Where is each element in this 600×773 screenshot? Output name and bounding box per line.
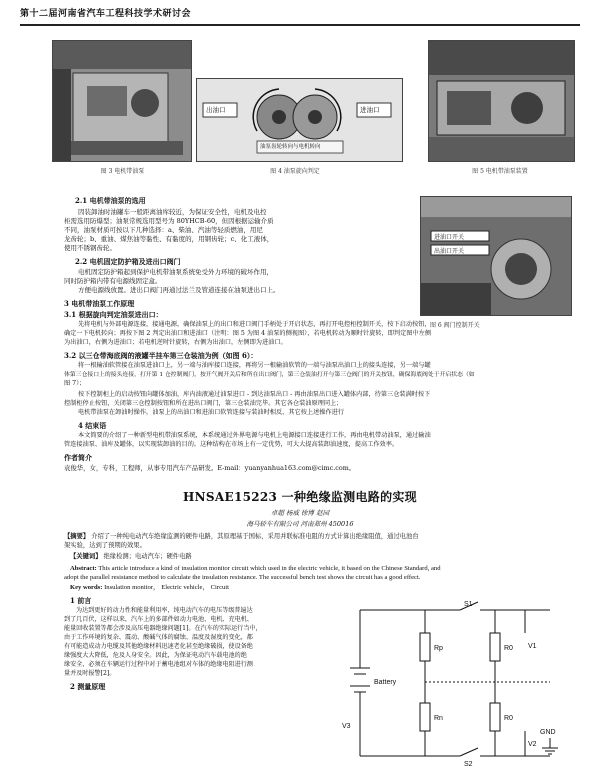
section-2-2-heading: 2.2 电机固定防护箱及进出口阀门 bbox=[75, 257, 181, 266]
section-4-heading: 4 结束语 bbox=[78, 421, 107, 430]
fig4-label-out: 出油口 bbox=[206, 106, 226, 114]
fig6-label-in: 进油口开关 bbox=[434, 234, 465, 241]
circuit-label-v1: V1 bbox=[528, 643, 537, 650]
keywords-cn-label: 【关键词】 bbox=[70, 553, 102, 560]
section-3-1-line: 确定一下电机转向；再按下图 2 判定出油口和进油口（注明：图 5 为图 4 油泵的侧视图），若电机转动为顺时针旋转，即判定图中左侧 bbox=[64, 330, 432, 337]
intro-heading: 1 前言 bbox=[70, 596, 92, 605]
fig4-label-in: 进油口 bbox=[360, 106, 380, 114]
intro-line: 到了几百伏，这样以来，汽车上的多部件如动力电池、电机、充电机、 bbox=[64, 616, 253, 623]
intro-line: 缘强度大大降低，危及人身安全。因此，为保证电动汽车载电池的绝 bbox=[64, 652, 247, 659]
section-3-2-heading: 3.2 以三仓带海底阀的液罐半挂车第三仓装油为例（如图 6）： bbox=[64, 351, 258, 360]
circuit-label-rn: Rn bbox=[434, 715, 443, 722]
header-rule bbox=[20, 24, 580, 26]
abstract-cn-line: 架实验，达到了预期的效果。 bbox=[64, 542, 146, 549]
section-2-1-line: 柜需选用防爆型；油泵常规选用型号为 80YHCB-60，但因根据运输介质 bbox=[64, 217, 274, 225]
section-3-2-line: 控制柜停止按钮，关闭第三仓控制按钮和所在进出口阀门，第三仓装油完毕。其它各仓装油原理同上； bbox=[64, 400, 343, 407]
figure-4-diagram bbox=[196, 78, 403, 162]
running-head: 第十二届河南省汽车工程科技学术研讨会 bbox=[20, 9, 192, 19]
abstract-cn bbox=[64, 533, 419, 542]
section-3-1-heading: 3.1 根据旋向判定油泵进出口： bbox=[64, 310, 163, 319]
paper-authors: 卓超 杨威 徐博 赵园 bbox=[270, 509, 330, 517]
circuit-label-r0-bottom: R0 bbox=[504, 715, 513, 722]
circuit-label-s2: S2 bbox=[464, 761, 473, 768]
motor-pump-illustration bbox=[53, 41, 191, 161]
intro-line: 量并及时报警[2]。 bbox=[64, 670, 116, 677]
abstract-en-label: Abstract: bbox=[70, 565, 97, 572]
section-2-2-line: 同时防护箱内带有电源线固定盒。 bbox=[64, 277, 162, 285]
intro-line: 有可能造成动力电缆及其他绝缘材料迅速老化甚至绝缘破损，使设备绝 bbox=[64, 643, 253, 650]
section-2-1-line: 龙齿轮；b、重油、煤焦油等黏性、有黏度的，用钢齿轮；c、化工液体， bbox=[64, 235, 274, 243]
section-3-heading: 3 电机带油泵工作原理 bbox=[64, 299, 135, 308]
author-bio-text: 袁俊华，女，专科，工程师，从事专用汽车产品研发。E-mail：yuanyanhua163.com@cimc.com。 bbox=[64, 464, 356, 472]
section-2-1-line: 不同，油泵材质可按以下几种选择：a、柴油、汽油等轻质燃油，用尼 bbox=[64, 226, 263, 234]
keywords-en-label: Key words: bbox=[70, 584, 103, 591]
fig4-label-note: 油泵齿轮转向与电机转向 bbox=[260, 144, 321, 150]
section-2-2-line: 方便电源线放置。进出口阀门再通过法兰及管道连接在油泵进出口上。 bbox=[78, 286, 280, 294]
abstract-en-line: adopt the parallel resistance method to calculate the insulation resistance. The successful bench test shows the circuit has a good effect. bbox=[64, 574, 421, 581]
keywords-en bbox=[70, 584, 229, 593]
keywords-cn-text: 绝缘检测；电动汽车；硬件电路 bbox=[103, 553, 192, 560]
intro-line: 为达到更好的动力性和能量利用率，纯电动汽车的电压等级普遍达 bbox=[76, 607, 253, 614]
circuit-label-r0-top: R0 bbox=[504, 645, 513, 652]
pump-device-illustration bbox=[429, 41, 574, 161]
paper-affiliation: 海马轿车有限公司 河南郑州 450016 bbox=[246, 520, 354, 528]
abstract-en-line: This article introduce a kind of insulation monitor circuit which used in the electric vehicle, it based on the Chinese Standard, and bbox=[98, 565, 441, 572]
figure-5-photo bbox=[428, 40, 575, 162]
section-3-2-line: 将一根输油软管接在油泵进油口上，另一端与油库接口连接，再将另一根输油软管的一端与油泵出油口上的接头连接，另一端与罐 bbox=[78, 362, 431, 369]
section-2-1-line: 因装卸油时油罐车一般距离油库较近，为保证安全性，电机及电控 bbox=[78, 208, 267, 216]
principle-heading: 2 测量原理 bbox=[70, 682, 106, 691]
figure-4-caption: 图 4 油泵旋向判定 bbox=[270, 168, 320, 175]
circuit-label-rp: Rp bbox=[434, 645, 443, 652]
author-bio-heading: 作者简介 bbox=[64, 453, 92, 462]
abstract-en bbox=[70, 565, 441, 574]
section-2-2-line: 电机固定防护箱起到保护电机带油泵系统免受外力环境的破坏作用， bbox=[78, 268, 273, 276]
figure-3-caption: 图 3 电机带油泵 bbox=[100, 168, 145, 175]
figure-3-photo bbox=[52, 40, 192, 162]
paper-title: HNSAE15223 一种绝缘监测电路的实现 bbox=[183, 490, 417, 504]
section-3-2-line: 图 7）； bbox=[64, 380, 86, 387]
keywords-cn bbox=[70, 553, 192, 562]
figure-6-caption: 图 6 阀门控制开关 bbox=[430, 322, 480, 329]
circuit-label-s1: S1 bbox=[464, 601, 473, 608]
section-3-1-line: 为出油口，右侧为进油口；若电机逆时针旋转，右侧为出油口，左侧即为进油口。 bbox=[64, 339, 287, 346]
intro-line: 缘安全，必须在车辆运行过程中对于蓄电池组对车体的绝缘电阻进行测 bbox=[64, 661, 253, 668]
circuit-label-v2: V2 bbox=[528, 741, 537, 748]
intro-line: 能量回收装置等都会涉及高压电器绝缘问题[1]。在汽车的实际运行当中， bbox=[64, 625, 262, 632]
figure-5-caption: 图 5 电机带油泵装置 bbox=[472, 168, 528, 175]
figure-6-photo bbox=[420, 196, 572, 316]
section-2-1-line: 使用不锈钢齿轮。 bbox=[64, 244, 116, 252]
section-4-line: 管连接油泵、油库及罐体，以实现装卸油的目的。这种结构在市场上有一定优势，可大大提高装卸油速度，提高工作效率。 bbox=[64, 441, 399, 448]
intro-line: 由于工作环境的复杂、震动、酸碱气体的腐蚀、温度及湿度的变化，都 bbox=[64, 634, 253, 641]
section-3-1-line: 先将电机与外部电源连接，接通电源，确保油泵上的出口和进口阀门手柄处于开启状态，再打开电控柜控制开关，按下启动按钮， bbox=[78, 321, 431, 328]
section-3-2-line: 电机带油泵在卸油时操作，油泵上的出油口和进油口软管连接与装油时相反，其它按上述操作进行 bbox=[78, 409, 345, 416]
abstract-cn-line: 介绍了一种纯电动汽车绝缘监测的硬件电路，其原理基于国标，采用并联标准电阻的方式计算出绝缘阻值，通过电池台 bbox=[91, 533, 419, 540]
circuit-label-v3: V3 bbox=[342, 723, 351, 730]
fig6-label-out: 出油口开关 bbox=[434, 248, 465, 255]
keywords-en-text: Insulation monitor， Electric vehicle， Circuit bbox=[104, 584, 229, 591]
abstract-cn-label: 【摘要】 bbox=[64, 533, 90, 540]
circuit-label-gnd: GND bbox=[540, 729, 556, 736]
circuit-label-battery: Battery bbox=[374, 679, 397, 686]
section-3-2-line: 按下控制柜上的启动按钮向罐体加油，库内油液通过油泵进口 - 到达油泵出口 - 再由油泵出口进入罐体内部，待第三仓装满时按下 bbox=[78, 391, 431, 398]
section-4-line: 本文简要的介绍了一种新型电机带油泵系统，本系统通过外界电源与电机上电源接口连接进行工作，再由电机带动油泵，通过输油 bbox=[78, 432, 431, 439]
valve-switch-illustration bbox=[421, 197, 571, 315]
section-2-1-heading: 2.1 电机带油泵的选用 bbox=[75, 196, 146, 205]
section-3-2-line: 体第三仓接口上的接头连接，打开第 1 仓控制阀门，按开气阀开关后和所在出口阀门，第三仓装油打开与第三仓阀门的开关按钮，确保海底阀处于开启状态（如 bbox=[64, 372, 475, 378]
insulation-circuit-diagram bbox=[340, 598, 570, 768]
